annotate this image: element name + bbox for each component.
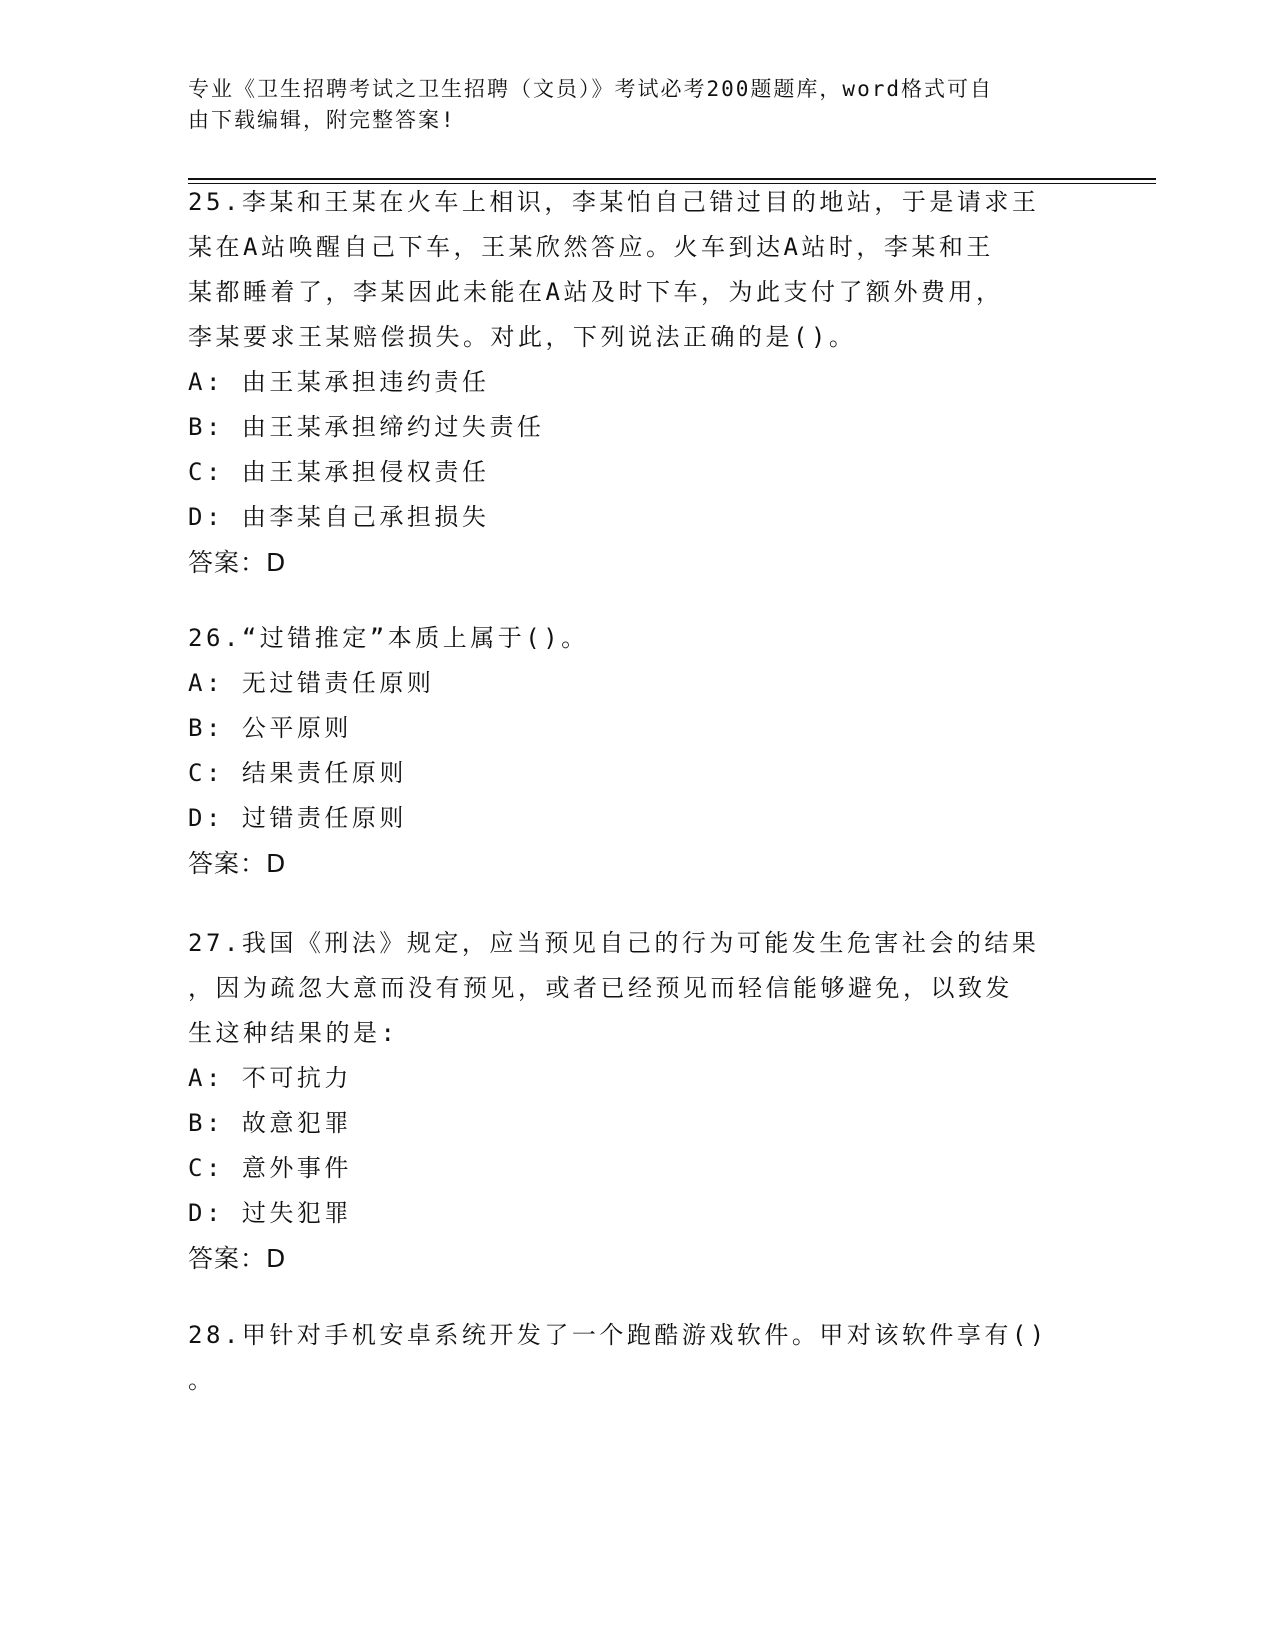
question-26-option-c: C: 结果责任原则 xyxy=(188,759,407,787)
question-28-stem-line: 。 xyxy=(188,1366,216,1394)
question-27-stem-line: 27.我国《刑法》规定，应当预见自己的行为可能发生危害社会的结果 xyxy=(188,929,1040,957)
question-26-option-d: D: 过错责任原则 xyxy=(188,804,407,832)
question-27-option-a: A: 不可抗力 xyxy=(188,1064,352,1092)
header-line-1: 专业《卫生招聘考试之卫生招聘（文员）》考试必考200题题库，word格式可自 xyxy=(188,77,993,101)
question-25-stem-line: 某在A站唤醒自己下车，王某欣然答应。火车到达A站时，李某和王 xyxy=(188,233,994,261)
question-26-stem-line: 26.“过错推定”本质上属于()。 xyxy=(188,624,589,652)
question-25-stem-line: 李某要求王某赔偿损失。对此，下列说法正确的是()。 xyxy=(188,323,857,351)
question-26-answer: 答案：D xyxy=(188,849,287,878)
question-28 xyxy=(188,1313,1088,1403)
question-25-answer: 答案：D xyxy=(188,548,287,577)
question-27-option-c: C: 意外事件 xyxy=(188,1154,352,1182)
question-26-option-b: B: 公平原则 xyxy=(188,714,352,742)
question-25-option-a: A: 由王某承担违约责任 xyxy=(188,368,490,396)
question-26-option-a: A: 无过错责任原则 xyxy=(188,669,435,697)
question-25 xyxy=(188,180,1088,585)
question-27-option-d: D: 过失犯罪 xyxy=(188,1199,352,1227)
question-27-stem-line: 生这种结果的是: xyxy=(188,1019,399,1047)
header-line-2: 由下载编辑，附完整答案! xyxy=(188,108,456,132)
question-27 xyxy=(188,921,1088,1281)
question-26 xyxy=(188,616,1088,886)
question-27-answer: 答案：D xyxy=(188,1244,287,1273)
question-25-stem-line: 某都睡着了，李某因此未能在A站及时下车，为此支付了额外费用， xyxy=(188,278,1004,306)
question-27-stem-line: ，因为疏忽大意而没有预见，或者已经预见而轻信能够避免，以致发 xyxy=(188,974,1013,1002)
document-header xyxy=(188,74,1068,136)
question-25-stem-line: 25.李某和王某在火车上相识，李某怕自己错过目的地站，于是请求王 xyxy=(188,188,1040,216)
question-25-option-d: D: 由李某自己承担损失 xyxy=(188,503,490,531)
question-27-option-b: B: 故意犯罪 xyxy=(188,1109,352,1137)
question-25-option-c: C: 由王某承担侵权责任 xyxy=(188,458,490,486)
question-25-option-b: B: 由王某承担缔约过失责任 xyxy=(188,413,545,441)
question-28-stem-line: 28.甲针对手机安卓系统开发了一个跑酷游戏软件。甲对该软件享有() xyxy=(188,1321,1048,1349)
